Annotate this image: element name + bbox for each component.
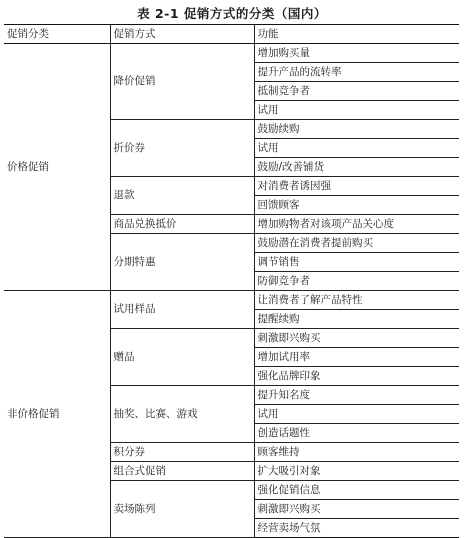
function-cell: 鼓励续购 [254,120,459,139]
method-cell: 试用样品 [110,291,254,329]
function-cell: 试用 [254,101,459,120]
function-cell: 调节销售 [254,253,459,272]
method-cell: 退款 [110,177,254,215]
method-cell: 赠品 [110,329,254,386]
method-cell: 降价促销 [110,44,254,120]
function-cell: 让消费者了解产品特性 [254,291,459,310]
function-cell: 试用 [254,139,459,158]
header-category: 促销分类 [4,25,110,44]
function-cell: 回馈顾客 [254,196,459,215]
function-cell: 提醒续购 [254,310,459,329]
table-title: 表 2-1 促销方式的分类（国内） [137,6,327,21]
function-cell: 刺激即兴购买 [254,500,459,519]
method-cell: 分期特惠 [110,234,254,291]
function-cell: 增加购物者对该项产品关心度 [254,215,459,234]
function-cell: 提升产品的流转率 [254,63,459,82]
header-method: 促销方式 [110,25,254,44]
function-cell: 鼓励潜在消费者提前购买 [254,234,459,253]
header-function: 功能 [254,25,459,44]
method-cell: 商品兑换抵价 [110,215,254,234]
method-cell: 组合式促销 [110,462,254,481]
function-cell: 对消费者诱因强 [254,177,459,196]
function-cell: 强化促销信息 [254,481,459,500]
function-cell: 刺激即兴购买 [254,329,459,348]
promotion-classification-table [4,24,459,538]
function-cell: 防御竞争者 [254,272,459,291]
table-body [4,44,459,538]
function-cell: 扩大吸引对象 [254,462,459,481]
function-cell: 顾客维持 [254,443,459,462]
function-cell: 经营卖场气氛 [254,519,459,538]
method-cell: 抽奖、比赛、游戏 [110,386,254,443]
category-cell: 价格促销 [4,44,110,291]
method-cell: 积分券 [110,443,254,462]
function-cell: 增加试用率 [254,348,459,367]
method-cell: 卖场陈列 [110,481,254,538]
method-cell: 折价券 [110,120,254,177]
function-cell: 抵制竞争者 [254,82,459,101]
function-cell: 试用 [254,405,459,424]
table-row [4,291,459,310]
function-cell: 强化品牌印象 [254,367,459,386]
category-cell: 非价格促销 [4,291,110,538]
function-cell: 鼓励/改善铺货 [254,158,459,177]
header-row [4,25,459,44]
function-cell: 提升知名度 [254,386,459,405]
table-row [4,44,459,63]
function-cell: 增加购买量 [254,44,459,63]
function-cell: 创造话题性 [254,424,459,443]
